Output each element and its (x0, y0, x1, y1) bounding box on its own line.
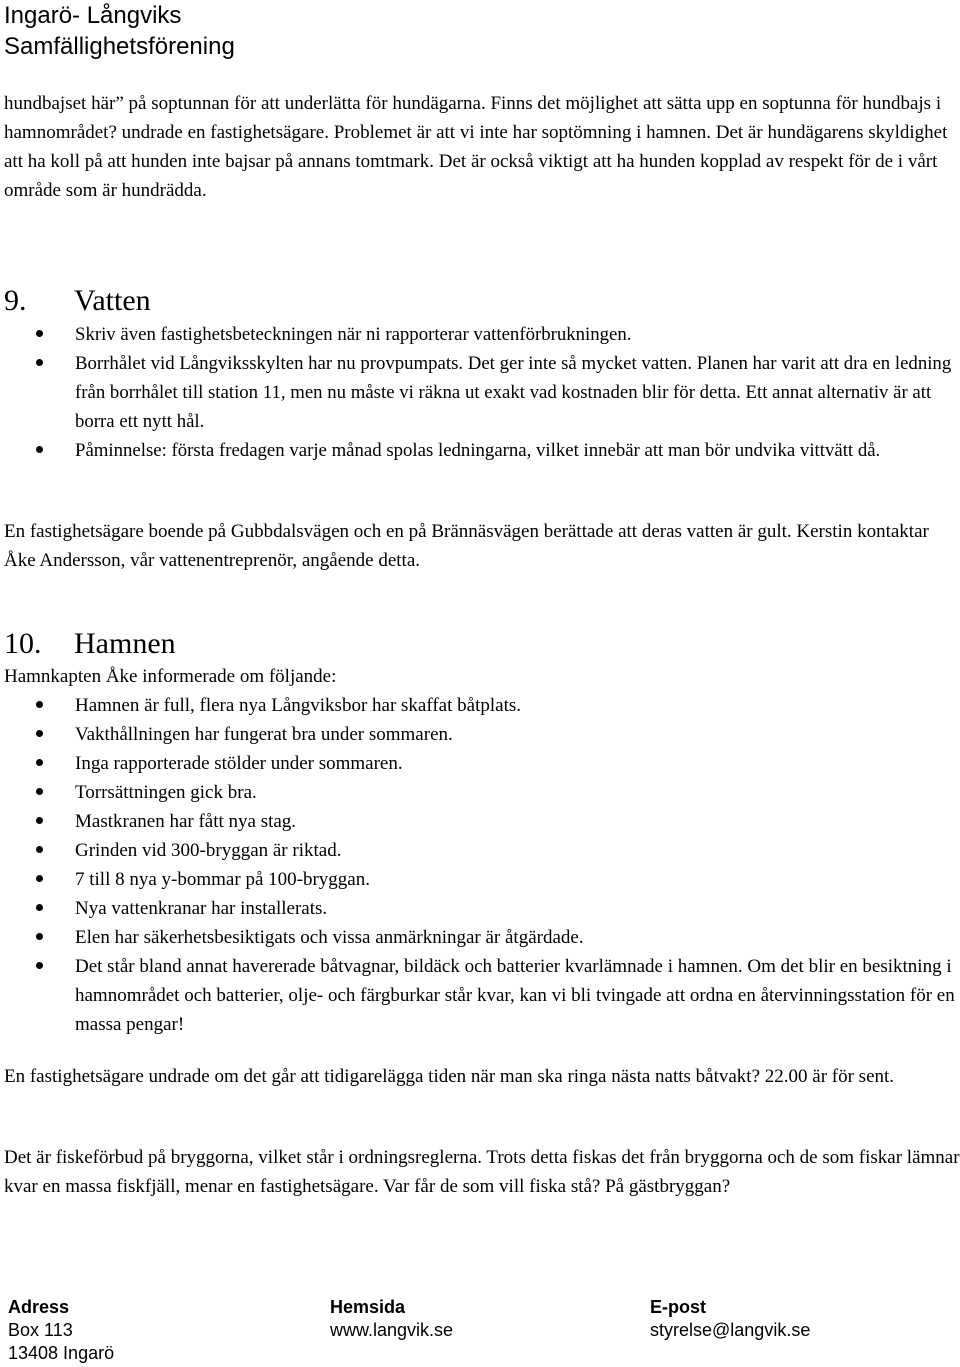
section-9-heading (4, 284, 151, 318)
list-item: Hamnen är full, flera nya Långviksbor har skaffat båtplats. (0, 691, 960, 720)
organization-header (4, 0, 235, 62)
website-link[interactable]: www.langvik.se (330, 1320, 454, 1340)
list-item: Påminnelse: första fredagen varje månad spolas ledningarna, vilket innebär att man bör undvika vittvätt då. (0, 436, 960, 465)
bullet-icon (36, 788, 43, 795)
bullet-icon (36, 446, 43, 453)
bullet-icon (36, 846, 43, 853)
bullet-icon (36, 701, 43, 708)
bullet-icon (36, 730, 43, 737)
list-item: Inga rapporterade stölder under sommaren. (0, 749, 960, 778)
email-label: E-post (650, 1297, 706, 1317)
bullet-icon (36, 817, 43, 824)
section-9-bullet-list (0, 320, 960, 465)
footer-website (330, 1296, 453, 1342)
address-label: Adress (8, 1297, 70, 1317)
section-9-number: 9. (4, 284, 27, 317)
bullet-icon (36, 330, 43, 337)
bullet-icon (36, 759, 43, 766)
section-10-intro: Hamnkapten Åke informerade om följande: (4, 666, 337, 687)
website-label: Hemsida (330, 1297, 406, 1317)
section-10-number: 10. (4, 627, 42, 660)
address-line-2: 13408 Ingarö (8, 1343, 115, 1363)
org-name-line1: Ingarö- Långviks (4, 2, 182, 29)
list-item: Det står bland annat havererade båtvagnar, bildäck och batterier kvarlämnade i hamnen. Om det blir en besiktning i hamnområdet och batterier, olje- och färgburkar står kvar, kan vi bli tvingade att ordna en återvinningsstation för en massa pengar! (0, 952, 960, 1039)
bullet-icon (36, 904, 43, 911)
org-name-line2: Samfällighetsförening (4, 33, 235, 60)
intro-paragraph: hundbajset här” på soptunnan för att underlätta för hundägarna. Finns det möjlighet att sätta upp en soptunna för hundbajs i hamnområdet? undrade en fastighetsägare. Problemet är att vi inte har soptömning i hamnen. Det är hundägarens skyldighet att ha koll på att hunden inte bajsar på annans tomtmark. Det är också viktigt att ha hunden kopplad av respekt för de i vårt område som är hundrädda. (4, 93, 948, 201)
list-item: Nya vattenkranar har installerats. (0, 894, 960, 923)
email-link[interactable]: styrelse@langvik.se (650, 1320, 811, 1340)
section-10-title: Hamnen (74, 627, 176, 660)
section-10-paragraph-1: En fastighetsägare undrade om det går att tidigarelägga tiden när man ska ringa nästa natts båtvakt? 22.00 är för sent. (4, 1066, 895, 1087)
section-10-bullet-list (0, 691, 960, 1039)
section-10-paragraph-2: Det är fiskeförbud på bryggorna, vilket står i ordningsreglerna. Trots detta fiskas det från bryggorna och de som fiskar lämnar kvar en massa fiskfjäll, menar en fastighetsägare. Var får de som vill fiska stå? På gästbryggan? (4, 1147, 960, 1197)
section-9-paragraph: En fastighetsägare boende på Gubbdalsvägen och en på Brännäsvägen berättade att deras vatten är gult. Kerstin kontaktar Åke Andersson, vår vattenentreprenör, angående detta. (4, 521, 929, 571)
list-item: Borrhålet vid Långviksskylten har nu provpumpats. Det ger inte så mycket vatten. Planen har varit att dra en ledning från borrhålet till station 11, men nu måste vi räkna ut exakt vad kostnaden blir för detta. Ett annat alternativ är att borra ett nytt hål. (0, 349, 960, 436)
bullet-icon (36, 359, 43, 366)
bullet-icon (36, 962, 43, 969)
footer-address (8, 1296, 114, 1365)
list-item: Vakthållningen har fungerat bra under sommaren. (0, 720, 960, 749)
bullet-icon (36, 875, 43, 882)
section-10-heading (4, 627, 176, 661)
footer-email (650, 1296, 810, 1342)
address-line-1: Box 113 (8, 1320, 73, 1340)
list-item: Skriv även fastighetsbeteckningen när ni rapporterar vattenförbrukningen. (0, 320, 960, 349)
bullet-icon (36, 933, 43, 940)
section-9-title: Vatten (74, 284, 151, 317)
list-item: Grinden vid 300-bryggan är riktad. (0, 836, 960, 865)
list-item: Mastkranen har fått nya stag. (0, 807, 960, 836)
list-item: Elen har säkerhetsbesiktigats och vissa anmärkningar är åtgärdade. (0, 923, 960, 952)
list-item: Torrsättningen gick bra. (0, 778, 960, 807)
list-item: 7 till 8 nya y-bommar på 100-bryggan. (0, 865, 960, 894)
